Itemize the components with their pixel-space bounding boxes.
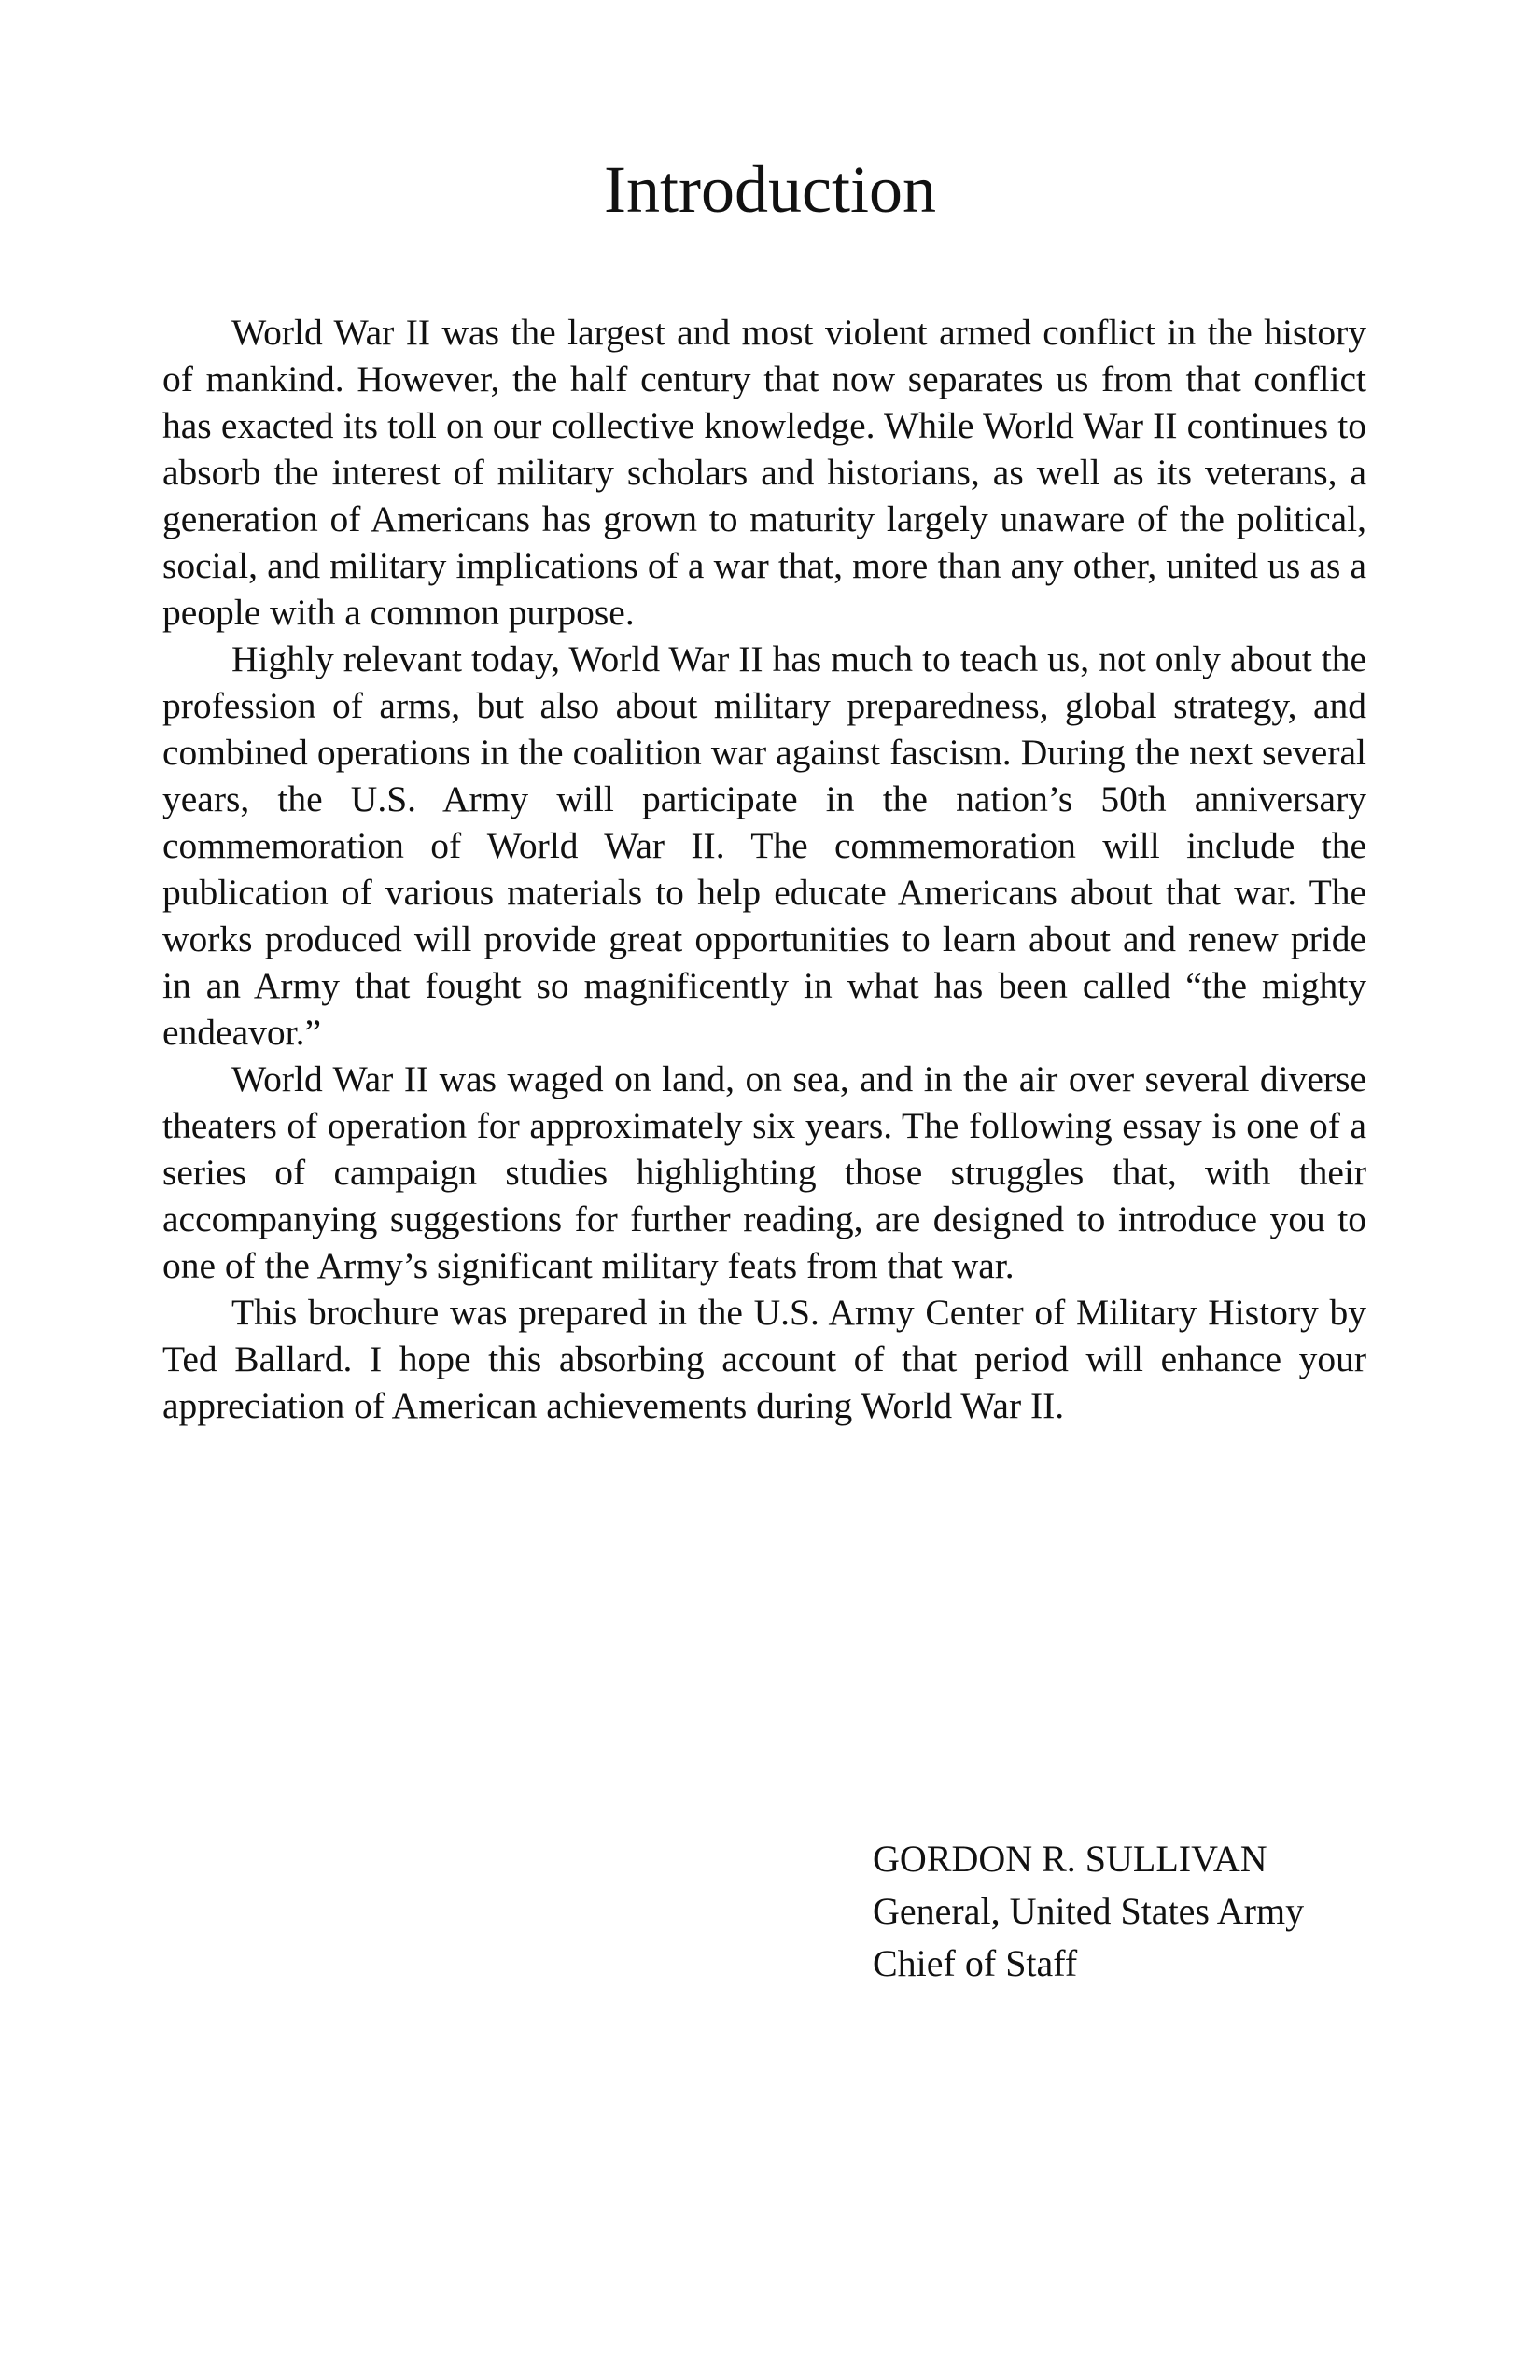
paragraph-2: Highly relevant today, World War II has much to teach us, not only about the profession of arms, but also about military preparedness, global strategy, and combined operations in the coalition war against fascism. During the next several years, the U.S. Army will participate in the nation’s 50th anniversary commemoration of World War II. The commemoration will include the publication of various materials to help educate Americans about that war. The works produced will provide great opportunities to learn about and renew pride in an Army that fought so magnificently in what has been called “the mighty endeavor.” bbox=[162, 638, 1366, 1053]
paragraph-3: World War II was waged on land, on sea, and in the air over several diverse theaters of operation for approximately six years. The following essay is one of a series of campaign studies highlighting those struggles that, with their accompanying suggestions for further reading, are designed to introduce you to one of the Army’s significant military feats from that war. bbox=[162, 1058, 1366, 1286]
paragraph-4: This brochure was prepared in the U.S. Army Center of Military History by Ted Ballard. I hope this absorbing account of that period will enhance your appreciation of American achievements during World War II. bbox=[162, 1292, 1366, 1426]
signer-name: GORDON R. SULLIVAN bbox=[873, 1838, 1267, 1880]
introduction-body bbox=[162, 309, 1366, 1429]
signer-rank: General, United States Army bbox=[873, 1890, 1305, 1932]
page-title: Introduction bbox=[604, 152, 936, 227]
signature-block bbox=[873, 1833, 1304, 1990]
paragraph-1: World War II was the largest and most violent armed conflict in the history of mankind. However, the half century that now separates us from that conflict has exacted its toll on our collective knowledge. While World War II continues to absorb the interest of military scholars and historians, as well as its veterans, a generation of Americans has grown to maturity largely unaware of the political, social, and military implications of a war that, more than any other, united us as a people with a common purpose. bbox=[162, 312, 1366, 633]
signer-position: Chief of Staff bbox=[873, 1942, 1078, 1984]
